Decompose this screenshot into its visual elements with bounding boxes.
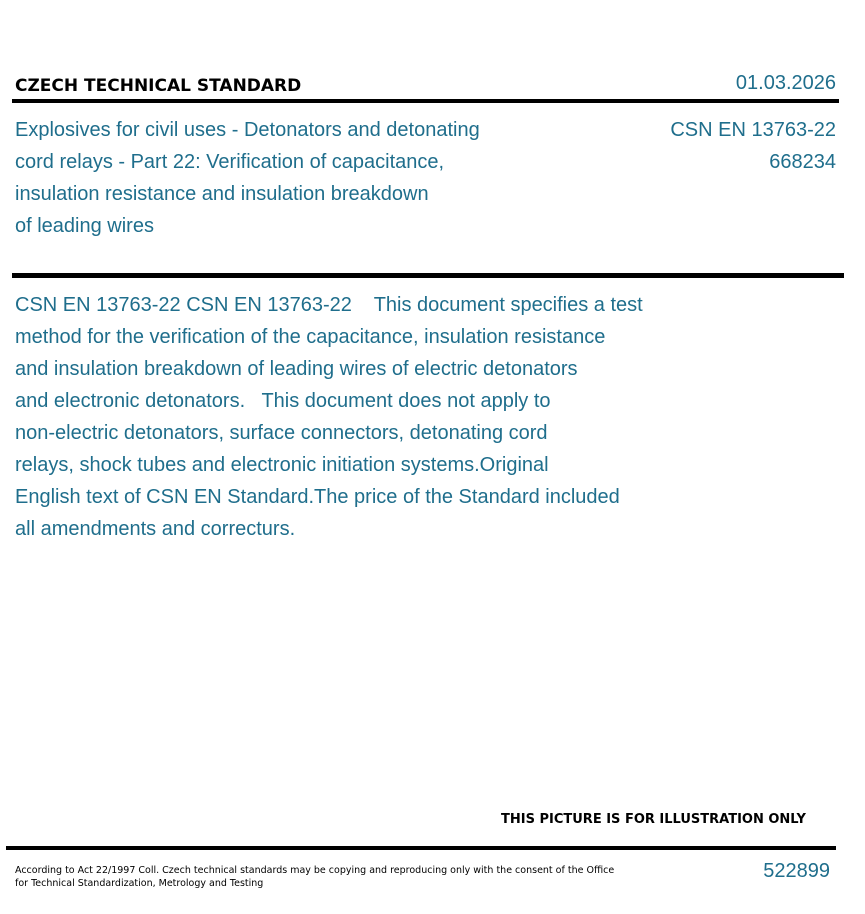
catalog-number: 668234 xyxy=(769,151,836,173)
legal-line: According to Act 22/1997 Coll. Czech technical standards may be copying and reproducing only with the consent of the Office xyxy=(15,865,615,876)
top-rule xyxy=(12,99,839,103)
header-date: 01.03.2026 xyxy=(735,72,836,94)
document-abstract xyxy=(15,289,715,545)
abstract-line: and insulation breakdown of leading wires of electric detonators xyxy=(15,358,578,380)
standard-codes xyxy=(670,114,836,178)
abstract-line: English text of CSN EN Standard.The price of the Standard included xyxy=(15,486,620,508)
middle-rule xyxy=(12,273,844,278)
abstract-line: all amendments and correcturs. xyxy=(15,518,296,540)
abstract-line: method for the verification of the capacitance, insulation resistance xyxy=(15,326,606,348)
document-title xyxy=(15,114,535,242)
footer-number: 522899 xyxy=(763,860,830,882)
abstract-line: CSN EN 13763-22 CSN EN 13763-22 This document specifies a test xyxy=(15,294,643,316)
legal-line: for Technical Standardization, Metrology and Testing xyxy=(15,878,264,889)
title-line: of leading wires xyxy=(15,215,154,237)
abstract-line: non-electric detonators, surface connectors, detonating cord xyxy=(15,422,548,444)
abstract-line: relays, shock tubes and electronic initiation systems.Original xyxy=(15,454,549,476)
header-label: CZECH TECHNICAL STANDARD xyxy=(15,76,302,96)
bottom-rule xyxy=(6,846,836,850)
illustration-note: THIS PICTURE IS FOR ILLUSTRATION ONLY xyxy=(501,812,806,827)
title-line: insulation resistance and insulation breakdown xyxy=(15,183,429,205)
standard-number: CSN EN 13763-22 xyxy=(670,119,836,141)
abstract-line: and electronic detonators. This document does not apply to xyxy=(15,390,551,412)
title-line: cord relays - Part 22: Verification of capacitance, xyxy=(15,151,445,173)
legal-notice xyxy=(15,864,615,890)
title-line: Explosives for civil uses - Detonators and detonating xyxy=(15,119,480,141)
